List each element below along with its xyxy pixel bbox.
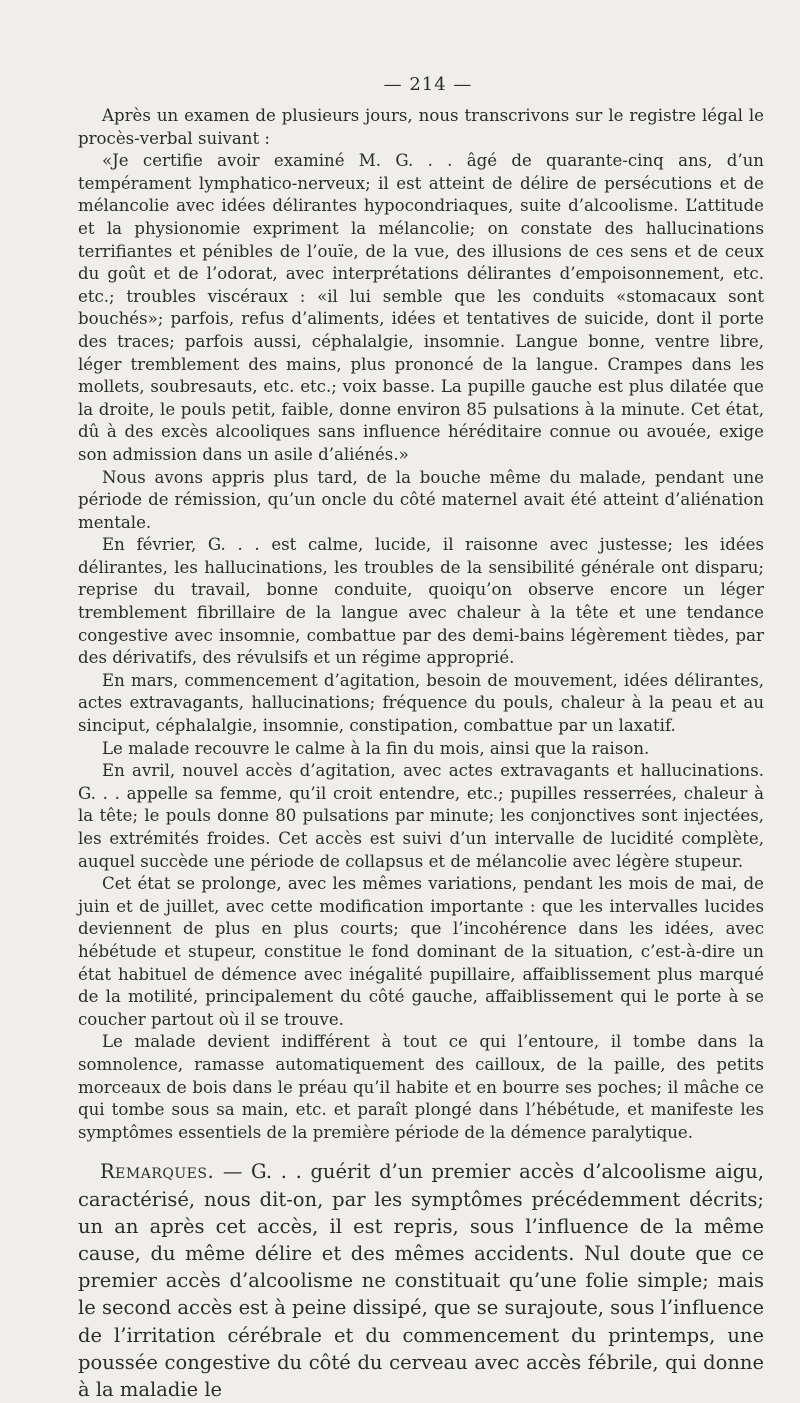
february-paragraph: En février, G. . . est calme, lucide, il raisonne avec justesse; les idées délirantes, les hallucinations, les troubles de la sensibilité générale ont disparu; reprise du travail, bonne conduite, quoiqu’on observe encore un léger tremblement fibrillaire de la langue avec chaleur à la tête et une tendance congestive avec insomnie, combattue par des demi-bains légèrement tièdes, par des dérivatifs, des révulsifs et un régime approprié.: [78, 535, 764, 668]
case-narrative: [78, 105, 764, 1144]
march-paragraph: En mars, commencement d’agitation, besoin de mouvement, idées délirantes, actes extravagants, hallucinations; fréquence du pouls, chaleur à la peau et au sinciput, céphalalgie, insomnie, constipation, combattue par un laxatif.: [78, 670, 764, 736]
history-paragraph: Nous avons appris plus tard, de la bouche même du malade, pendant une période de rémission, qu’un oncle du côté maternel avait été atteint d’aliénation mentale.: [78, 467, 764, 532]
certificate-paragraph: «Je certifie avoir examiné M. G. . . âgé de quarante-cinq ans, d’un tempérament lymphatico-nerveux; il est atteint de délire de persécutions et de mélancolie avec idées délirantes hypocondriaques, suite d’alcoolisme. L’attitude et la physionomie expriment la mélancolie; on constate des hallucinations terrifiantes et pénibles de l’ouïe, de la vue, des illusions de ces sens et de ceux du goût et de l’odorat, avec interprétations délirantes d’empoisonnement, etc. etc.; troubles viscéraux : «il lui semble que les conduits «stomacaux sont bouchés»; parfois, refus d’aliments, idées et tentatives de suicide, dont il porte des traces; parfois aussi, céphalalgie, insomnie. Langue bonne, ventre libre, léger tremblement des mains, plus prononcé de la langue. Crampes dans les mollets, soubresauts, etc. etc.; voix basse. La pupille gauche est plus dilatée que la droite, le pouls petit, faible, donne environ 85 pulsations à la minute. Cet état, dû à des excès alcooliques sans influence héréditaire connue ou avouée, exige son admission dans un asile d’aliénés.»: [78, 151, 764, 464]
remarks-text: — G. . . guérit d’un premier accès d’alcoolisme aigu, caractérisé, nous dit-on, par les symptômes précédemment décrits; un an après cet accès, il est repris, sous l’influence de la même cause, du même délire et des mêmes accidents. Nul doute que ce premier accès d’alcoolisme ne constituait qu’une folie simple; mais le second accès est à peine dissipé, que se surajoute, sous l’influence de l’irritation cérébrale et du commencement du printemps, une poussée congestive du côté du cerveau avec accès fébrile, qui donne à la maladie le: [78, 1160, 765, 1401]
remarks-label: Remarques.: [100, 1160, 215, 1184]
remarks-section: [78, 1158, 764, 1403]
summer-paragraph: Cet état se prolonge, avec les mêmes variations, pendant les mois de mai, de juin et de juillet, avec cette modification importante : que les intervalles lucides deviennent de plus en plus courts; que l’incohérence dans les idées, avec hébétude et stupeur, constitue le fond dominant de la situation, c’est-à-dire un état habituel de démence avec inégalité pupillaire, affaiblissement plus marqué de la motilité, principalement du côté gauche, affaiblissement qui le porte à se coucher partout où il se trouve.: [78, 874, 764, 1029]
remarks-paragraph: [78, 1158, 764, 1403]
intro-paragraph: Après un examen de plusieurs jours, nous transcrivons sur le registre légal le procès-verbal suivant :: [78, 106, 764, 148]
page-number: — 214 —: [383, 74, 473, 95]
dementia-paragraph: Le malade devient indifférent à tout ce qui l’entoure, il tombe dans la somnolence, ramasse automatiquement des cailloux, de la paille, des petits morceaux de bois dans le préau qu’il habite et en bourre ses poches; il mâche ce qui tombe sous sa main, etc. et paraît plongé dans l’hébétude, et manifeste les symptômes essentiels de la première période de la démence paralytique.: [78, 1032, 764, 1142]
recovery-paragraph: Le malade recouvre le calme à la fin du mois, ainsi que la raison.: [102, 738, 650, 758]
april-paragraph: En avril, nouvel accès d’agitation, avec actes extravagants et hallucinations. G. . . appelle sa femme, qu’il croit entendre, etc.; pupilles resserrées, chaleur à la tête; le pouls donne 80 pulsations par minute; les conjonctives sont injectées, les extrémités froides. Cet accès est suivi d’un intervalle de lucidité complète, auquel succède une période de collapsus et de mélancolie avec légère stupeur.: [78, 761, 764, 871]
